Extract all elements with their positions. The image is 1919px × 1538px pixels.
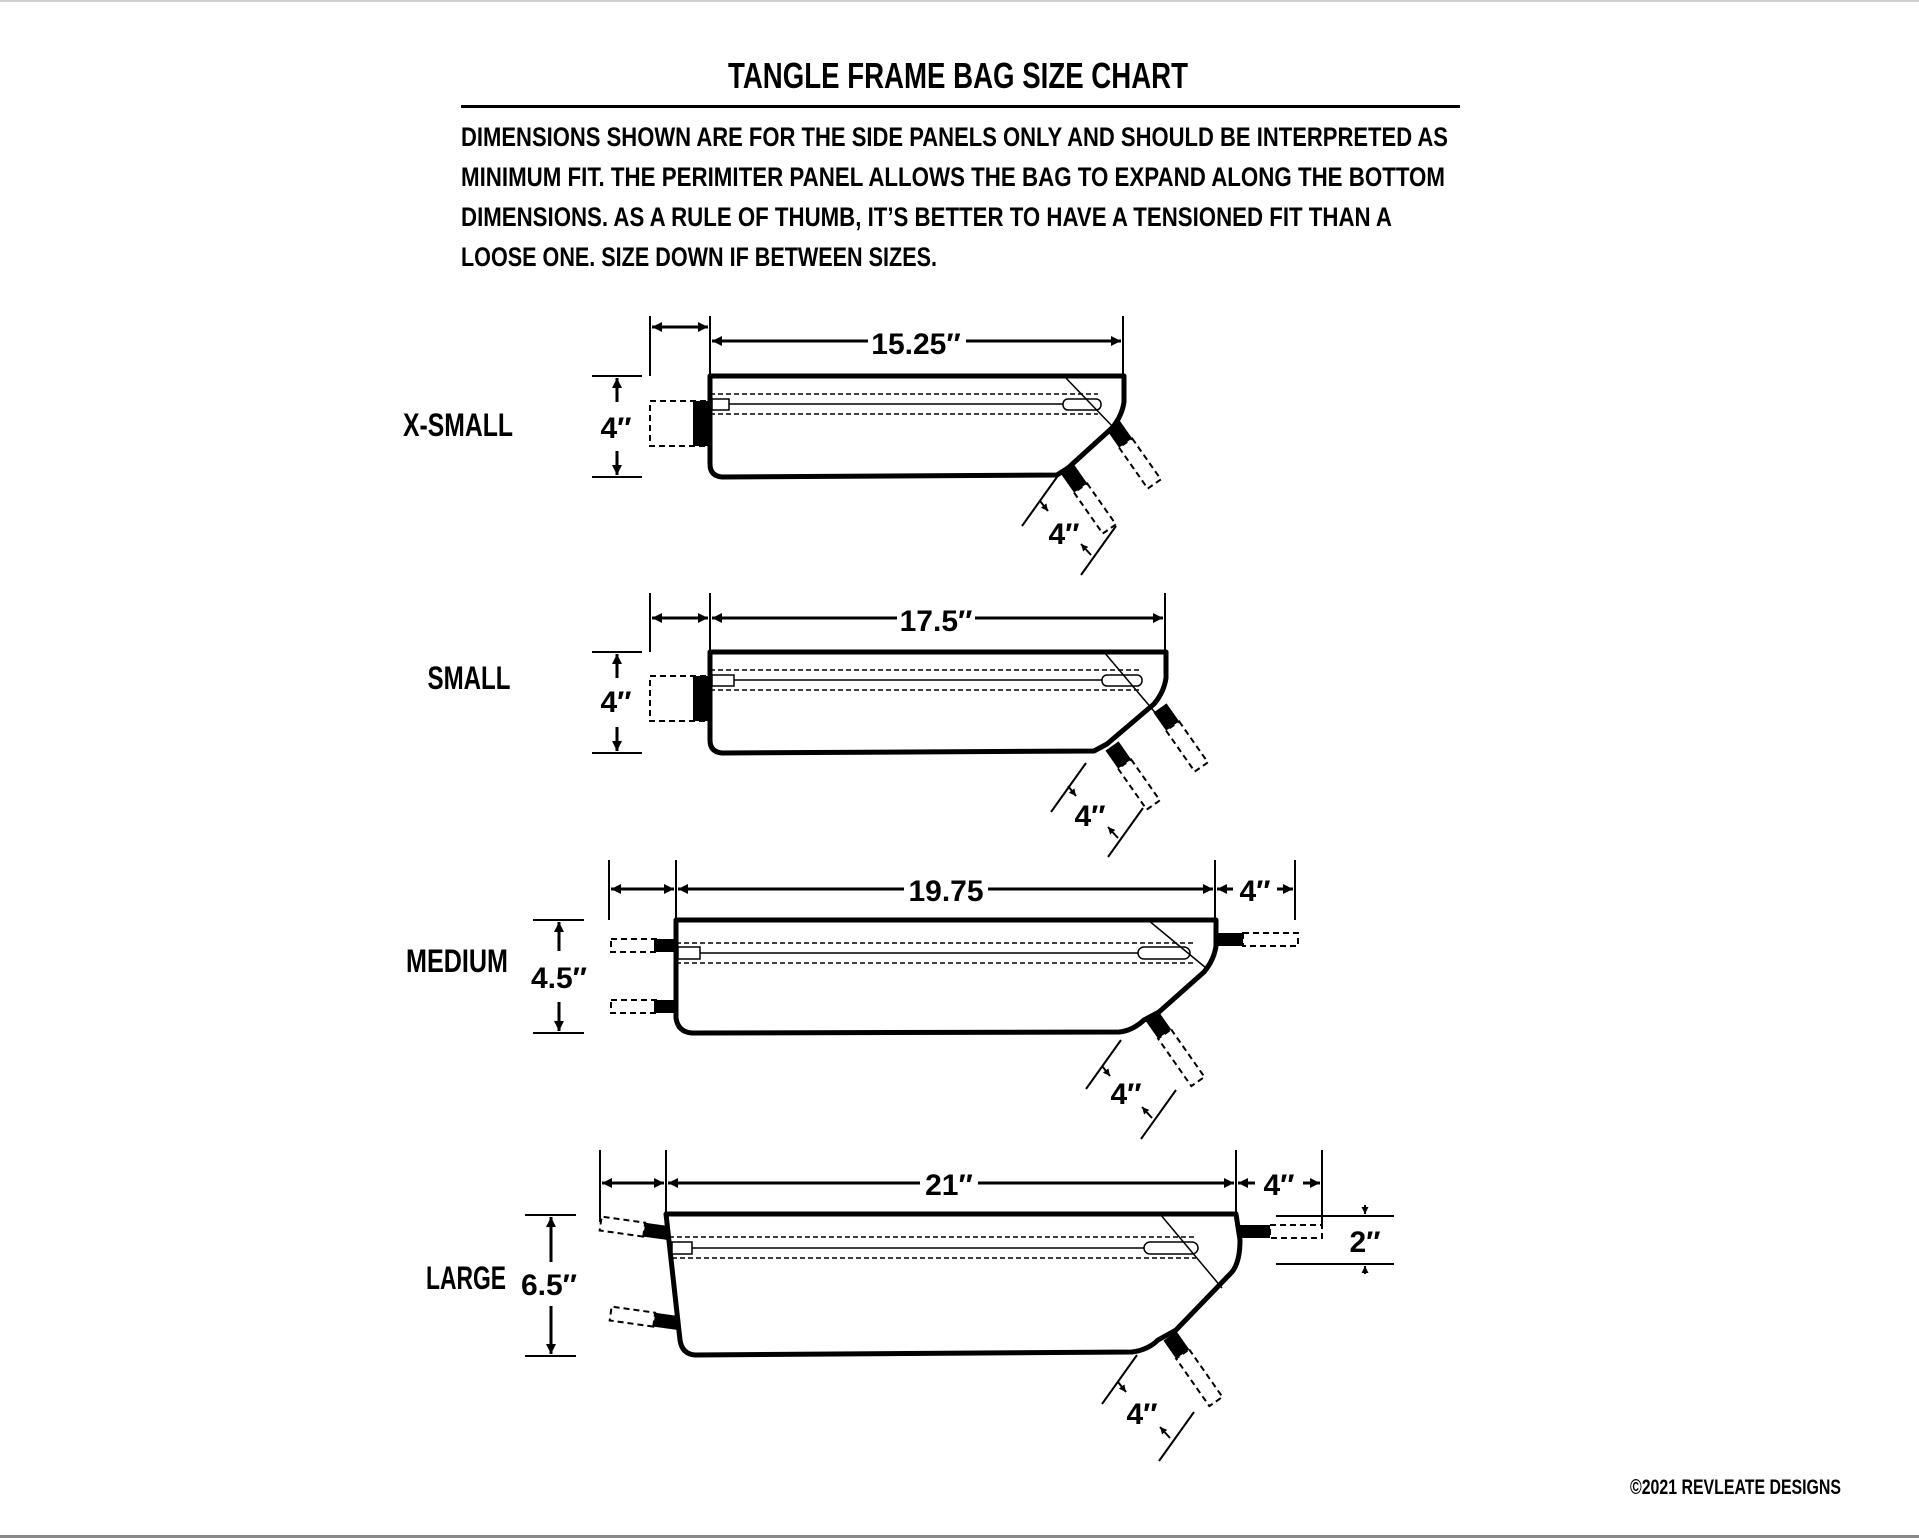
length-label: 19.75 <box>908 875 984 908</box>
height-label: 6.5″ <box>520 1269 578 1302</box>
description-line-3: DIMENSIONS. AS A RULE OF THUMB, IT’S BETTER TO HAVE A TENSIONED FIT THAN A <box>461 202 1392 232</box>
title-underline <box>461 105 1460 108</box>
diagonal-label: 4″ <box>1048 518 1080 551</box>
size-large <box>426 1150 1394 1461</box>
size-label: LARGE <box>426 1260 506 1296</box>
size-label: MEDIUM <box>406 943 508 979</box>
size-label: X-SMALL <box>403 407 513 443</box>
rear-label: 4″ <box>1263 1169 1295 1202</box>
size-label: SMALL <box>427 660 511 696</box>
height-label: 4″ <box>600 412 632 445</box>
copyright-text: ©2021 REVLEATE DESIGNS <box>1630 1476 1841 1499</box>
description-line-1: DIMENSIONS SHOWN ARE FOR THE SIDE PANELS ONLY AND SHOULD BE INTERPRETED AS <box>461 122 1448 152</box>
length-label: 17.5″ <box>899 605 973 638</box>
height-label: 4″ <box>600 686 632 719</box>
height-label: 4.5″ <box>530 962 588 995</box>
diagonal-label: 4″ <box>1110 1078 1142 1111</box>
page-title: TANGLE FRAME BAG SIZE CHART <box>728 55 1189 96</box>
diagonal-label: 4″ <box>1126 1398 1158 1431</box>
rear-label: 4″ <box>1239 875 1271 908</box>
length-label: 21″ <box>925 1169 973 1202</box>
diagonal-label: 4″ <box>1074 800 1106 833</box>
description-line-4: LOOSE ONE. SIZE DOWN IF BETWEEN SIZES. <box>461 242 937 272</box>
length-label: 15.25″ <box>871 328 961 361</box>
size-medium <box>406 860 1298 1139</box>
rear-offset-label: 2″ <box>1349 1226 1381 1259</box>
size-xsmall <box>403 316 1161 575</box>
description-line-2: MINIMUM FIT. THE PERIMITER PANEL ALLOWS THE BAG TO EXPAND ALONG THE BOTTOM <box>461 162 1445 192</box>
size-small <box>428 593 1208 857</box>
